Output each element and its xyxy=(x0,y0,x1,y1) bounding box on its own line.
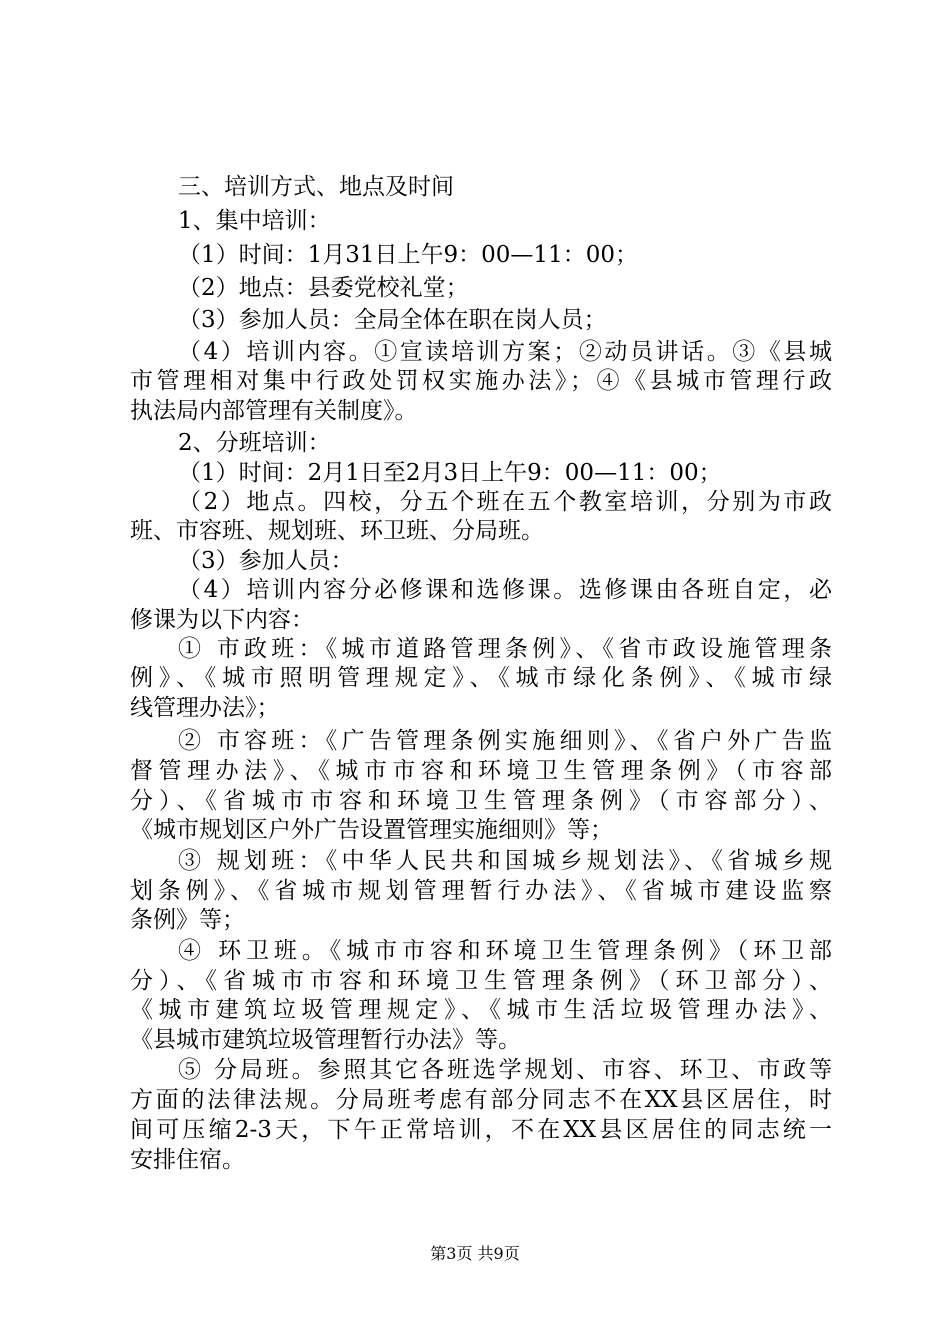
paragraph-line: 市管理相对集中行政处罚权实施办法》；④《县城市管理行政 xyxy=(130,368,832,394)
paragraph-line: （2）地点：县委党校礼堂； xyxy=(178,275,469,301)
paragraph-line: 修课为以下内容： xyxy=(130,607,314,633)
paragraph-line: 分）、《省城市市容和环境卫生管理条例》（市容部分）、 xyxy=(130,788,832,814)
paragraph-line: 《县城市建筑垃圾管理暂行办法》等。 xyxy=(130,1027,521,1053)
section-heading: 三、培训方式、地点及时间 xyxy=(178,174,454,200)
paragraph-line: 执法局内部管理有关制度》。 xyxy=(130,398,418,424)
paragraph-line: 督管理办法》、《城市市容和环境卫生管理条例》（市容部 xyxy=(130,758,832,784)
paragraph-line: （4）培训内容。①宣读培训方案；②动员讲话。③《县城 xyxy=(178,339,832,365)
paragraph-line: 间可压缩2-3天，下午正常培训，不在XX县区居住的同志统一 xyxy=(130,1117,832,1143)
paragraph-line: （2）地点。四校，分五个班在五个教室培训，分别为市政 xyxy=(178,489,832,515)
paragraph-line: 《城市规划区户外广告设置管理实施细则》等； xyxy=(130,817,613,843)
page-footer: 第3页 共9页 xyxy=(430,1244,520,1263)
paragraph-line: ⑤ 分局班。参照其它各班选学规划、市容、环卫、市政等 xyxy=(178,1057,832,1083)
paragraph-line: 线管理办法》； xyxy=(130,695,280,721)
paragraph-line: （1）时间：1月31日上午9：00—11：00； xyxy=(178,242,638,268)
paragraph-line: 《城市建筑垃圾管理规定》、《城市生活垃圾管理办法》、 xyxy=(130,997,832,1023)
paragraph-line: 班、市容班、规划班、环卫班、分局班。 xyxy=(130,518,544,544)
subheading-centralized-training: 1、集中培训： xyxy=(178,208,331,234)
paragraph-line: ① 市政班：《城市道路管理条例》、《省市政设施管理条 xyxy=(178,636,832,662)
paragraph-line: ③ 规划班：《中华人民共和国城乡规划法》、《省城乡规 xyxy=(178,848,832,874)
paragraph-line: 例》、《城市照明管理规定》、《城市绿化条例》、《城市绿 xyxy=(130,665,832,691)
paragraph-line: 安排住宿。 xyxy=(130,1147,245,1173)
paragraph-line: 方面的法律法规。分局班考虑有部分同志不在XX县区居住，时 xyxy=(130,1087,832,1113)
paragraph-line: 条例》等； xyxy=(130,907,245,933)
paragraph-line: ④ 环卫班。《城市市容和环境卫生管理条例》（环卫部 xyxy=(178,938,832,964)
paragraph-line: （3）参加人员： xyxy=(178,548,354,574)
paragraph-line: ② 市容班：《广告管理条例实施细则》、《省户外广告监 xyxy=(178,728,832,754)
paragraph-line: （4）培训内容分必修课和选修课。选修课由各班自定，必 xyxy=(178,577,832,603)
paragraph-line: 划条例》、《省城市规划管理暂行办法》、《省城市建设监察 xyxy=(130,878,832,904)
subheading-class-training: 2、分班培训： xyxy=(178,430,331,456)
paragraph-line: （1）时间：2月1日至2月3日上午9：00—11：00； xyxy=(178,460,722,486)
paragraph-line: 分）、《省城市市容和环境卫生管理条例》（环卫部分）、 xyxy=(130,968,832,994)
paragraph-line: （3）参加人员：全局全体在职在岗人员； xyxy=(178,307,607,333)
